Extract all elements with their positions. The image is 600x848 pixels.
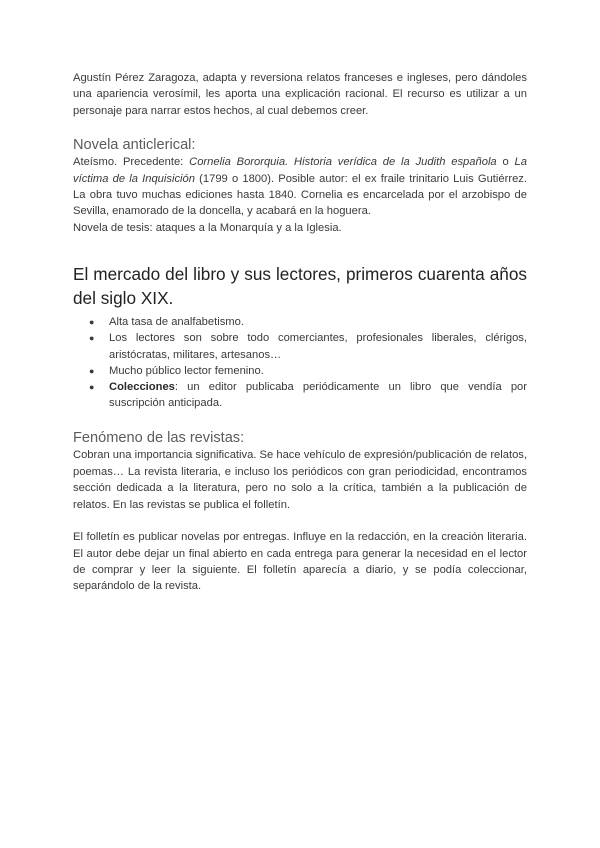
anticlerical-title-2: La víctima de la Inquisición [73, 156, 527, 185]
bullet-icon: ● [89, 333, 95, 344]
list-item-bold: Colecciones [109, 381, 175, 394]
bullet-icon: ● [89, 382, 95, 393]
anticlerical-paragraph [73, 154, 527, 220]
list-item [89, 314, 527, 330]
intro-paragraph: Agustín Pérez Zaragoza, adapta y reversiona relatos franceses e ingleses, pero dándoles una apariencia verosímil, les aporta una explicación racional. El recurso es utilizar a un personaje para narrar estos hechos, al cual debemos creer. [73, 72, 527, 117]
anticlerical-text-c: (1799 o 1800). Posible autor: el ex fraile trinitario Luis Gutiérrez. La obra tuvo muchas ediciones hasta 1840. Cornelia es encarcelada por el arzobispo de Sevilla, enamorado de la doncella, y acabará en la hoguera. [73, 172, 527, 218]
list-item [89, 330, 527, 362]
list-item-text: Alta tasa de analfabetismo. [109, 316, 244, 329]
anticlerical-title-1: Cornelia Bororquia. Historia verídica de la Judith española [189, 156, 497, 169]
anticlerical-text-b: o [496, 156, 515, 169]
heading-mercado-del-libro: El mercado del libro y sus lectores, primeros cuarenta años del siglo XIX. [73, 264, 527, 309]
list-item [89, 363, 527, 379]
heading-fenomeno-revistas: Fenómeno de las revistas: [73, 430, 245, 447]
mercado-bullet-list [73, 314, 527, 411]
bullet-icon: ● [89, 365, 95, 376]
revistas-paragraph: Cobran una importancia significativa. Se hace vehículo de expresión/publicación de relatos, poemas… La revista literaria, e incluso los periódicos con gran periodicidad, encontramos sección dedicada a la literatura, pero no solo a la crítica, también a la publicación de relatos. En las revistas se publica el folletín. [73, 449, 527, 511]
list-item [89, 379, 527, 411]
list-item-text: : un editor publicaba periódicamente un libro que vendía por suscripción anticipada. [109, 381, 527, 410]
folletin-paragraph: El folletín es publicar novelas por entregas. Influye en la redacción, en la creación literaria. El autor debe dejar un final abierto en cada entrega para generar la necesidad en el lector de comprar y leer la siguiente. El folletín aparecía a diario, y se podía coleccionar, separándolo de la revista. [73, 531, 527, 593]
anticlerical-text-a: Ateísmo. Precedente: [73, 156, 190, 169]
novela-tesis-paragraph: Novela de tesis: ataques a la Monarquía y a la Iglesia. [73, 221, 342, 234]
list-item-text: Los lectores son sobre todo comerciantes, profesionales liberales, clérigos, aristócratas, militares, artesanos… [109, 332, 527, 361]
list-item-text: Mucho público lector femenino. [109, 364, 264, 377]
heading-novela-anticlerical: Novela anticlerical: [73, 137, 196, 154]
bullet-icon: ● [89, 317, 95, 328]
